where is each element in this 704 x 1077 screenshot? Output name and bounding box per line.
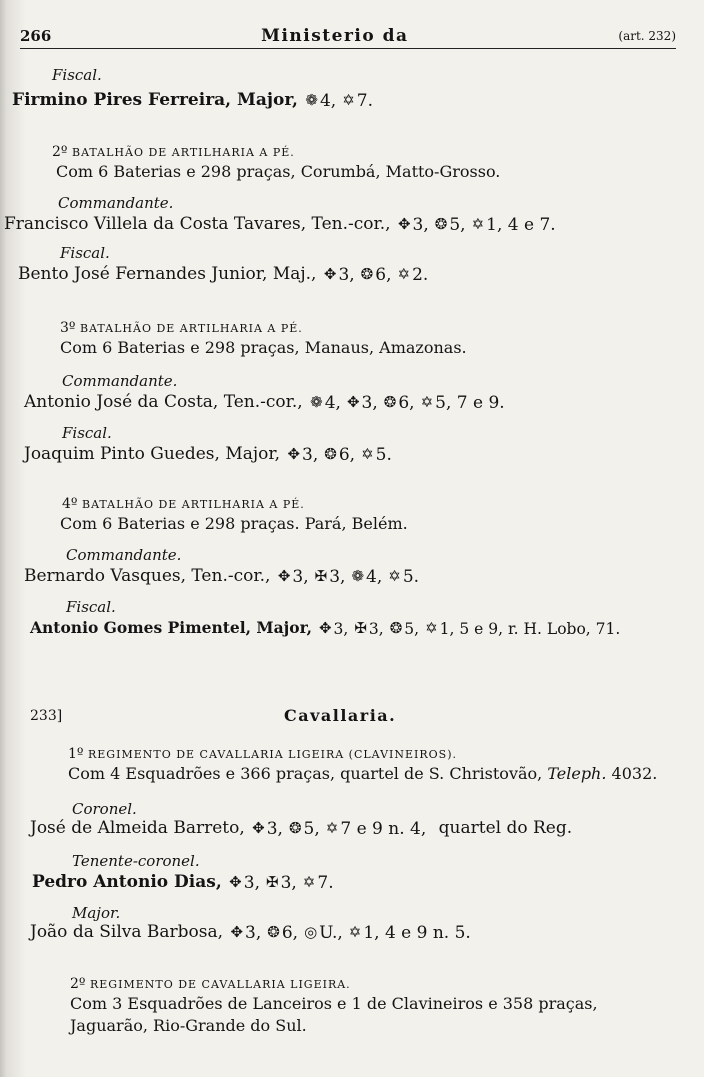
address-note: quartel do Reg. (438, 818, 573, 838)
medal-icon: ❂ (434, 215, 448, 233)
role-label: Coronel. (72, 800, 137, 818)
officer-name: Bernardo Vasques, Ten.-cor., (24, 566, 271, 586)
role-label: Commandante. (62, 372, 178, 390)
unit-name: BATALHÃO DE ARTILHARIA A PÉ. (80, 322, 303, 335)
insignia-number: 1, 5 e 9, r. H. Lobo, 71. (439, 619, 621, 638)
insignia-number: 1, 4 e 7. (486, 214, 556, 235)
insignia-number: 6, (338, 444, 356, 465)
unit-heading (70, 976, 351, 992)
medal-icon: ❂ (267, 923, 280, 941)
page-header (20, 24, 676, 49)
medal-icon: ❂ (288, 819, 302, 837)
cross-icon: ✥ (287, 445, 301, 463)
insignia-list (303, 91, 377, 111)
insignia-number: 4, (366, 566, 383, 587)
star-icon: ✡ (397, 265, 411, 283)
medal-icon: ❂ (383, 393, 397, 411)
star-icon: ✡ (425, 619, 438, 637)
telephone-label: Teleph. (547, 764, 607, 783)
insignia-number: 5, (404, 619, 420, 638)
insignia-list (317, 620, 624, 638)
unit-heading (62, 496, 305, 512)
insignia-number: 5, (303, 818, 320, 839)
unit-name: BATALHÃO DE ARTILHARIA A PÉ. (82, 498, 305, 511)
insignia-number: 7. (317, 872, 334, 893)
officer-line (12, 90, 377, 111)
telephone-number: 4032. (611, 764, 658, 783)
insignia-list (285, 445, 395, 465)
cross-icon: ✥ (397, 215, 411, 233)
officer-line (30, 618, 624, 638)
insignia-number: 6, (375, 264, 392, 285)
page-gutter-shadow (0, 0, 26, 1077)
cross-icon: ✥ (346, 393, 360, 411)
star-icon: ✡ (388, 567, 401, 585)
insignia-number: 5, 7 e 9. (435, 392, 505, 413)
insignia-list (396, 215, 560, 235)
officer-line (30, 922, 475, 943)
rosette-icon: ❁ (310, 393, 323, 411)
unit-description: Com 6 Baterias e 298 praças, Manaus, Amazonas. (60, 338, 467, 357)
role-label: Fiscal. (66, 598, 116, 616)
insignia-number: U., (319, 922, 343, 943)
insignia-number: 3, (280, 872, 297, 893)
star-icon: ✡ (471, 215, 485, 233)
page-number: 266 (20, 27, 52, 45)
insignia-list (228, 923, 474, 943)
medal-icon: ❂ (360, 265, 374, 283)
insignia-list (276, 567, 423, 587)
insignia-list (227, 873, 337, 893)
cross-icon: ✥ (229, 873, 242, 891)
officer-line (32, 872, 338, 893)
officer-name: Joaquim Pinto Guedes, Major, (24, 444, 281, 464)
officer-name: Antonio Gomes Pimentel, Major, (30, 618, 313, 637)
star-icon: ✡ (342, 91, 355, 109)
unit-ordinal: 2º (52, 144, 68, 160)
officer-line (30, 818, 572, 839)
cross-icon: ✥ (277, 567, 291, 585)
unit-description: Com 3 Esquadrões de Lanceiros e 1 de Clavineiros e 358 praças, (70, 994, 598, 1013)
insignia-number: 3, (243, 872, 260, 893)
insignia-number: 5. (402, 566, 420, 587)
insignia-number: 4, (319, 90, 337, 111)
maltese-cross-icon: ✠ (314, 567, 328, 585)
officer-name: Firmino Pires Ferreira, Major, (12, 90, 298, 110)
rosette-icon: ❁ (305, 91, 318, 109)
insignia-list (250, 819, 430, 839)
insignia-number: 6, (281, 922, 299, 943)
unit-description (68, 764, 657, 783)
insignia-number: 3, (266, 818, 283, 839)
cross-icon: ✥ (318, 619, 332, 637)
insignia-number: 3, (368, 619, 384, 638)
unit-name: REGIMENTO DE CAVALLARIA LIGEIRA. (90, 978, 351, 991)
role-label: Commandante. (58, 194, 174, 212)
insignia-number: 3, (338, 264, 355, 285)
officer-name: João da Silva Barbosa, (30, 922, 224, 942)
insignia-number: 2. (412, 264, 429, 285)
star-icon: ✡ (361, 445, 374, 463)
officer-line (24, 392, 509, 413)
star-icon: ✡ (348, 923, 362, 941)
insignia-number: 5, (449, 214, 466, 235)
insignia-number: 5. (375, 444, 392, 465)
unit-name: BATALHÃO DE ARTILHARIA A PÉ. (72, 146, 295, 159)
star-icon: ✡ (325, 819, 339, 837)
unit-name: REGIMENTO DE CAVALLARIA LIGEIRA (CLAVINEIROS). (88, 748, 457, 761)
insignia-number: 6, (398, 392, 415, 413)
unit-description-text: Com 4 Esquadrões e 366 praças, quartel de S. Christovão, (68, 764, 543, 783)
insignia-list (322, 265, 432, 285)
circle-medal-icon: ◎ (304, 923, 318, 941)
insignia-number: 3, (333, 619, 349, 638)
running-title: Ministerio da (261, 26, 409, 46)
maltese-cross-icon: ✠ (354, 619, 367, 637)
insignia-number: 3, (245, 922, 262, 943)
officer-name: José de Almeida Barreto, (30, 818, 245, 838)
section-title: Cavallaria. (284, 706, 397, 725)
officer-line (18, 264, 432, 285)
role-label: Tenente-coronel. (72, 852, 200, 870)
role-label: Fiscal. (60, 244, 110, 262)
insignia-number: 7 e 9 n. 4, (340, 818, 427, 839)
insignia-number: 3, (302, 444, 319, 465)
officer-line (4, 214, 560, 235)
unit-location: Jaguarão, Rio-Grande do Sul. (70, 1016, 307, 1035)
maltese-cross-icon: ✠ (265, 873, 279, 891)
rosette-icon: ❁ (351, 567, 365, 585)
star-icon: ✡ (302, 873, 316, 891)
star-icon: ✡ (420, 393, 434, 411)
unit-description: Com 6 Baterias e 298 praças, Corumbá, Matto-Grosso. (56, 162, 501, 181)
section-number: 233] (30, 708, 63, 724)
medal-icon: ❂ (324, 445, 337, 463)
unit-ordinal: 2º (70, 976, 86, 992)
officer-name: Antonio José da Costa, Ten.-cor., (24, 392, 303, 412)
officer-line (24, 444, 396, 465)
officer-name: Bento José Fernandes Junior, Maj., (18, 264, 317, 284)
cross-icon: ✥ (323, 265, 337, 283)
insignia-number: 3, (412, 214, 429, 235)
cross-icon: ✥ (230, 923, 244, 941)
insignia-number: 1, 4 e 9 n. 5. (363, 922, 471, 943)
insignia-number: 7. (356, 90, 373, 111)
officer-name: Pedro Antonio Dias, (32, 872, 222, 892)
insignia-list (308, 393, 509, 413)
insignia-number: 4, (324, 392, 341, 413)
role-label: Fiscal. (62, 424, 112, 442)
insignia-number: 3, (292, 566, 309, 587)
unit-heading (60, 320, 303, 336)
officer-line (24, 566, 423, 587)
insignia-number: 3, (361, 392, 378, 413)
officer-name: Francisco Villela da Costa Tavares, Ten.-cor., (4, 214, 391, 234)
role-label: Major. (72, 904, 121, 922)
role-label: Commandante. (66, 546, 182, 564)
role-label: Fiscal. (52, 66, 102, 84)
unit-ordinal: 1º (68, 746, 84, 762)
insignia-number: 3, (329, 566, 346, 587)
unit-ordinal: 3º (60, 320, 76, 336)
medal-icon: ❂ (389, 619, 403, 637)
unit-ordinal: 4º (62, 496, 78, 512)
unit-description: Com 6 Baterias e 298 praças. Pará, Belém. (60, 514, 408, 533)
cross-icon: ✥ (252, 819, 265, 837)
unit-heading (68, 746, 457, 762)
unit-heading (52, 144, 295, 160)
article-reference: (art. 232) (618, 29, 676, 43)
